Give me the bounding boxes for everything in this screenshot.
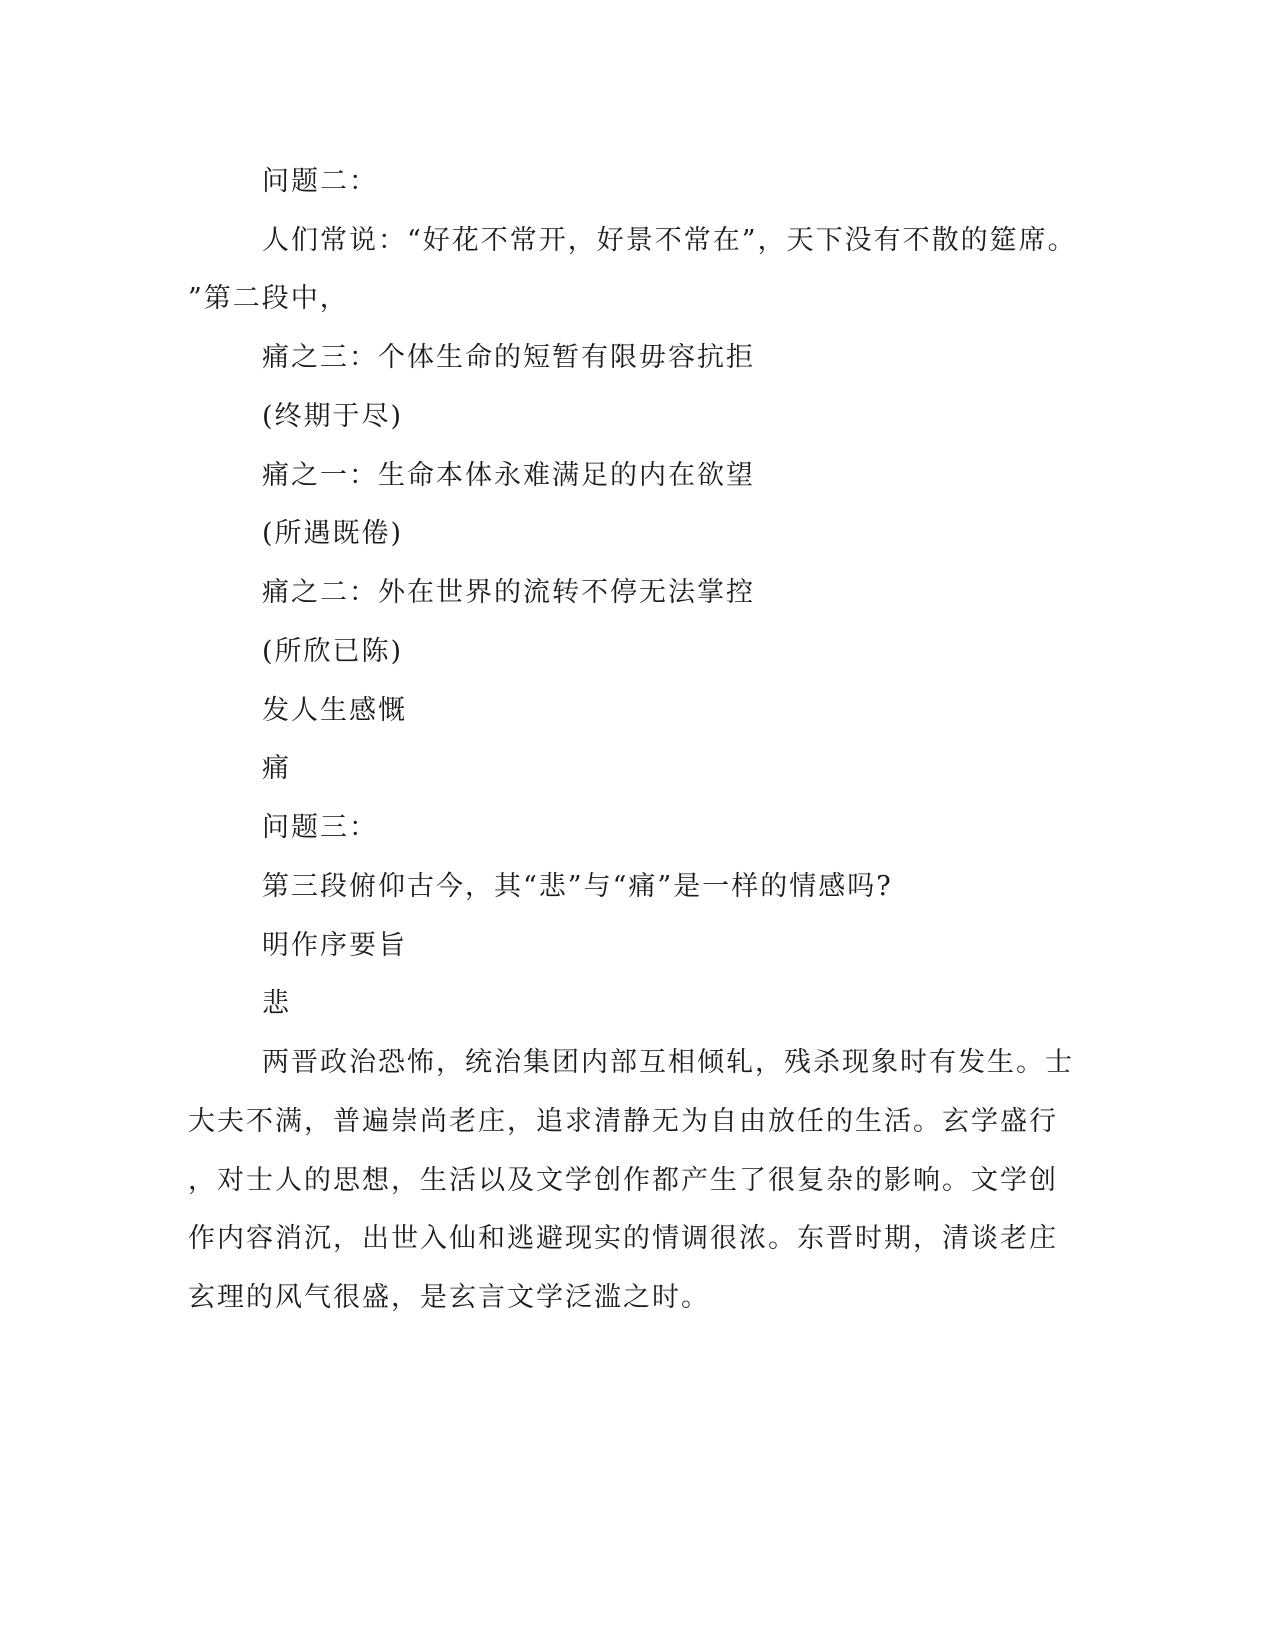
- summary-line: 明作序要旨: [262, 930, 407, 961]
- pain-one-line: 痛之一：生命本体永难满足的内在欲望: [262, 460, 755, 491]
- paragraph-line: 作内容消沉，出世入仙和逃避现实的情调很浓。东晋时期，清谈老庄: [188, 1223, 1058, 1254]
- paragraph-line: ”第二段中，: [188, 283, 349, 314]
- question-three-heading: 问题三：: [262, 812, 378, 843]
- keyword-sorrow: 悲: [262, 988, 291, 1019]
- pain-one-note: (所遇既倦): [262, 518, 404, 549]
- paragraph-line: 人们常说：“好花不常开，好景不常在”，天下没有不散的筵席。: [262, 225, 1077, 256]
- paragraph-line: 大夫不满，普遍崇尚老庄，追求清静无为自由放任的生活。玄学盛行: [188, 1106, 1058, 1137]
- keyword-pain: 痛: [262, 753, 291, 784]
- paragraph-line: 玄理的风气很盛，是玄言文学泛滥之时。: [188, 1282, 710, 1313]
- pain-two-line: 痛之二：外在世界的流转不停无法掌控: [262, 577, 755, 608]
- paragraph-line: 两晋政治恐怖，统治集团内部互相倾轧，残杀现象时有发生。士: [262, 1047, 1074, 1078]
- summary-line: 发人生感慨: [262, 695, 407, 726]
- question-three-text: 第三段俯仰古今，其“悲”与“痛”是一样的情感吗?: [262, 871, 893, 902]
- question-two-heading: 问题二：: [262, 166, 378, 197]
- pain-three-note: (终期于尽): [262, 401, 404, 432]
- pain-two-note: (所欣已陈): [262, 636, 404, 667]
- pain-three-line: 痛之三：个体生命的短暂有限毋容抗拒: [262, 342, 755, 373]
- paragraph-line: ，对士人的思想，生活以及文学创作都产生了很复杂的影响。文学创: [188, 1165, 1058, 1196]
